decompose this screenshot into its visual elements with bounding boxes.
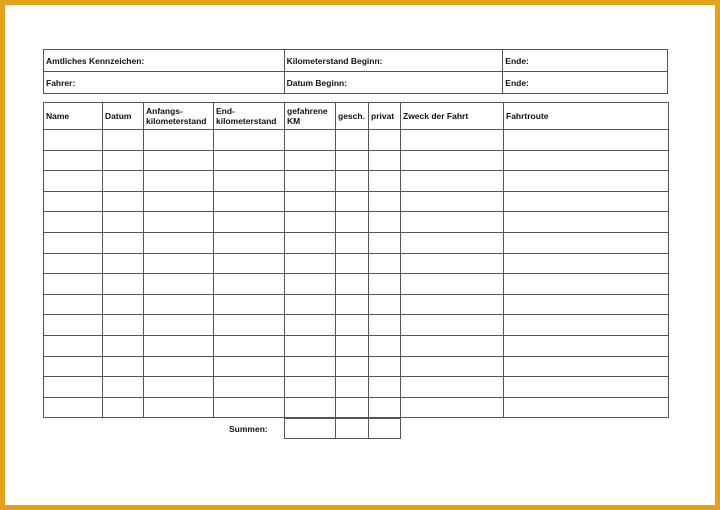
table-cell[interactable] (285, 274, 336, 295)
table-cell[interactable] (285, 212, 336, 233)
table-cell[interactable] (144, 232, 214, 253)
table-cell[interactable] (336, 150, 369, 171)
table-cell[interactable] (369, 377, 401, 398)
table-cell[interactable] (504, 397, 669, 418)
column-header: Zweck der Fahrt (401, 103, 504, 130)
table-cell[interactable] (103, 130, 144, 151)
table-cell[interactable] (214, 315, 285, 336)
table-cell[interactable] (369, 356, 401, 377)
table-cell[interactable] (214, 377, 285, 398)
table-cell[interactable] (369, 294, 401, 315)
table-cell[interactable] (103, 377, 144, 398)
fahrer-field[interactable] (44, 72, 285, 94)
table-cell[interactable] (44, 377, 103, 398)
table-cell[interactable] (144, 397, 214, 418)
km-beginn-field[interactable] (284, 50, 503, 72)
table-cell[interactable] (504, 274, 669, 295)
table-cell[interactable] (285, 315, 336, 336)
table-cell[interactable] (369, 397, 401, 418)
km-beginn-label: Kilometerstand Beginn: (286, 55, 383, 66)
table-cell[interactable] (214, 130, 285, 151)
table-row (44, 171, 669, 192)
datum-ende-label: Ende: (505, 77, 529, 88)
column-header: gesch. (336, 103, 369, 130)
column-header: Anfangs- kilometerstand (144, 103, 214, 130)
table-cell[interactable] (214, 274, 285, 295)
header-row-vehicle (44, 50, 668, 72)
summen-cell[interactable] (285, 419, 336, 439)
table-cell[interactable] (144, 274, 214, 295)
table-cell[interactable] (44, 191, 103, 212)
column-header: End- kilometerstand (214, 103, 285, 130)
table-cell[interactable] (285, 191, 336, 212)
table-cell[interactable] (504, 232, 669, 253)
table-cell[interactable] (144, 294, 214, 315)
table-cell[interactable] (369, 253, 401, 274)
table-row (44, 150, 669, 171)
table-cell[interactable] (336, 191, 369, 212)
table-cell[interactable] (144, 171, 214, 192)
table-cell[interactable] (285, 294, 336, 315)
table-cell[interactable] (144, 212, 214, 233)
table-cell[interactable] (214, 232, 285, 253)
table-cell[interactable] (44, 150, 103, 171)
table-cell[interactable] (44, 253, 103, 274)
table-cell[interactable] (44, 130, 103, 151)
summen-cell[interactable] (369, 419, 401, 439)
table-cell[interactable] (144, 130, 214, 151)
table-cell[interactable] (504, 130, 669, 151)
km-ende-label: Ende: (505, 55, 529, 66)
table-cell[interactable] (214, 212, 285, 233)
table-cell[interactable] (369, 191, 401, 212)
table-cell[interactable] (369, 274, 401, 295)
table-cell[interactable] (401, 294, 504, 315)
trip-log-header-row (44, 103, 669, 130)
table-cell[interactable] (103, 150, 144, 171)
table-cell[interactable] (401, 335, 504, 356)
table-cell[interactable] (336, 274, 369, 295)
table-cell[interactable] (144, 150, 214, 171)
table-cell[interactable] (214, 335, 285, 356)
kennzeichen-label: Amtliches Kennzeichen: (46, 55, 145, 66)
table-cell[interactable] (504, 377, 669, 398)
table-cell[interactable] (369, 232, 401, 253)
table-cell[interactable] (44, 335, 103, 356)
table-cell[interactable] (214, 150, 285, 171)
table-cell[interactable] (144, 253, 214, 274)
table-row (44, 232, 669, 253)
table-cell[interactable] (401, 171, 504, 192)
table-cell[interactable] (401, 356, 504, 377)
table-cell[interactable] (44, 294, 103, 315)
table-cell[interactable] (401, 315, 504, 336)
table-cell[interactable] (103, 356, 144, 377)
table-row (44, 335, 669, 356)
table-cell[interactable] (336, 294, 369, 315)
table-cell[interactable] (401, 397, 504, 418)
table-cell[interactable] (401, 191, 504, 212)
km-ende-field[interactable] (503, 50, 668, 72)
table-cell[interactable] (214, 253, 285, 274)
table-cell[interactable] (103, 315, 144, 336)
table-cell[interactable] (504, 356, 669, 377)
datum-beginn-field[interactable] (284, 72, 503, 94)
table-cell[interactable] (103, 191, 144, 212)
table-cell[interactable] (44, 274, 103, 295)
table-cell[interactable] (285, 253, 336, 274)
table-cell[interactable] (504, 335, 669, 356)
table-cell[interactable] (285, 397, 336, 418)
column-header: gefahrene KM (285, 103, 336, 130)
table-cell[interactable] (44, 397, 103, 418)
table-cell[interactable] (504, 150, 669, 171)
table-row (44, 377, 669, 398)
table-cell[interactable] (336, 253, 369, 274)
table-cell[interactable] (144, 315, 214, 336)
column-header: Name (44, 103, 103, 130)
table-cell[interactable] (369, 130, 401, 151)
table-cell[interactable] (369, 171, 401, 192)
table-cell[interactable] (336, 232, 369, 253)
table-cell[interactable] (103, 335, 144, 356)
table-cell[interactable] (214, 397, 285, 418)
table-cell[interactable] (504, 171, 669, 192)
kennzeichen-field[interactable] (44, 50, 285, 72)
table-cell[interactable] (44, 315, 103, 336)
table-cell[interactable] (285, 171, 336, 192)
table-cell[interactable] (336, 397, 369, 418)
table-cell[interactable] (401, 377, 504, 398)
table-cell[interactable] (144, 335, 214, 356)
table-cell[interactable] (44, 356, 103, 377)
table-cell[interactable] (336, 315, 369, 336)
column-header: Fahrtroute (504, 103, 669, 130)
table-row (44, 191, 669, 212)
fahrer-label: Fahrer: (46, 77, 76, 88)
column-header: privat (369, 103, 401, 130)
summen-label: Summen: (229, 424, 268, 434)
table-cell[interactable] (401, 253, 504, 274)
summen-table (284, 418, 401, 439)
table-cell[interactable] (103, 274, 144, 295)
table-cell[interactable] (144, 356, 214, 377)
table-cell[interactable] (504, 294, 669, 315)
table-cell[interactable] (103, 232, 144, 253)
table-cell[interactable] (336, 212, 369, 233)
table-row (44, 253, 669, 274)
table-cell[interactable] (103, 253, 144, 274)
table-cell[interactable] (285, 335, 336, 356)
table-cell[interactable] (369, 315, 401, 336)
table-row (44, 212, 669, 233)
table-row (44, 397, 669, 418)
table-cell[interactable] (401, 150, 504, 171)
table-cell[interactable] (336, 377, 369, 398)
table-cell[interactable] (369, 212, 401, 233)
table-cell[interactable] (336, 335, 369, 356)
datum-beginn-label: Datum Beginn: (286, 77, 348, 88)
table-row (44, 274, 669, 295)
table-row (44, 356, 669, 377)
table-cell[interactable] (401, 130, 504, 151)
table-cell[interactable] (504, 212, 669, 233)
datum-ende-field[interactable] (503, 72, 668, 94)
table-cell[interactable] (285, 150, 336, 171)
table-cell[interactable] (103, 397, 144, 418)
table-cell[interactable] (285, 356, 336, 377)
table-cell[interactable] (369, 335, 401, 356)
summen-cell[interactable] (336, 419, 369, 439)
table-cell[interactable] (103, 171, 144, 192)
table-cell[interactable] (285, 377, 336, 398)
table-cell[interactable] (336, 130, 369, 151)
table-cell[interactable] (214, 171, 285, 192)
table-cell[interactable] (504, 315, 669, 336)
table-cell[interactable] (214, 191, 285, 212)
summen-row (285, 419, 401, 439)
trip-log-table (43, 102, 669, 418)
table-cell[interactable] (44, 171, 103, 192)
table-cell[interactable] (369, 150, 401, 171)
table-cell[interactable] (44, 232, 103, 253)
table-cell[interactable] (336, 171, 369, 192)
table-cell[interactable] (144, 377, 214, 398)
table-cell[interactable] (285, 130, 336, 151)
table-cell[interactable] (336, 356, 369, 377)
header-table (43, 49, 668, 94)
table-cell[interactable] (214, 294, 285, 315)
table-cell[interactable] (144, 191, 214, 212)
table-row (44, 130, 669, 151)
table-cell[interactable] (285, 232, 336, 253)
table-cell[interactable] (504, 191, 669, 212)
table-cell[interactable] (401, 212, 504, 233)
table-cell[interactable] (504, 253, 669, 274)
table-cell[interactable] (401, 232, 504, 253)
table-row (44, 294, 669, 315)
table-cell[interactable] (103, 294, 144, 315)
header-row-driver (44, 72, 668, 94)
table-cell[interactable] (44, 212, 103, 233)
table-cell[interactable] (103, 212, 144, 233)
table-row (44, 315, 669, 336)
table-cell[interactable] (401, 274, 504, 295)
table-cell[interactable] (214, 356, 285, 377)
column-header: Datum (103, 103, 144, 130)
